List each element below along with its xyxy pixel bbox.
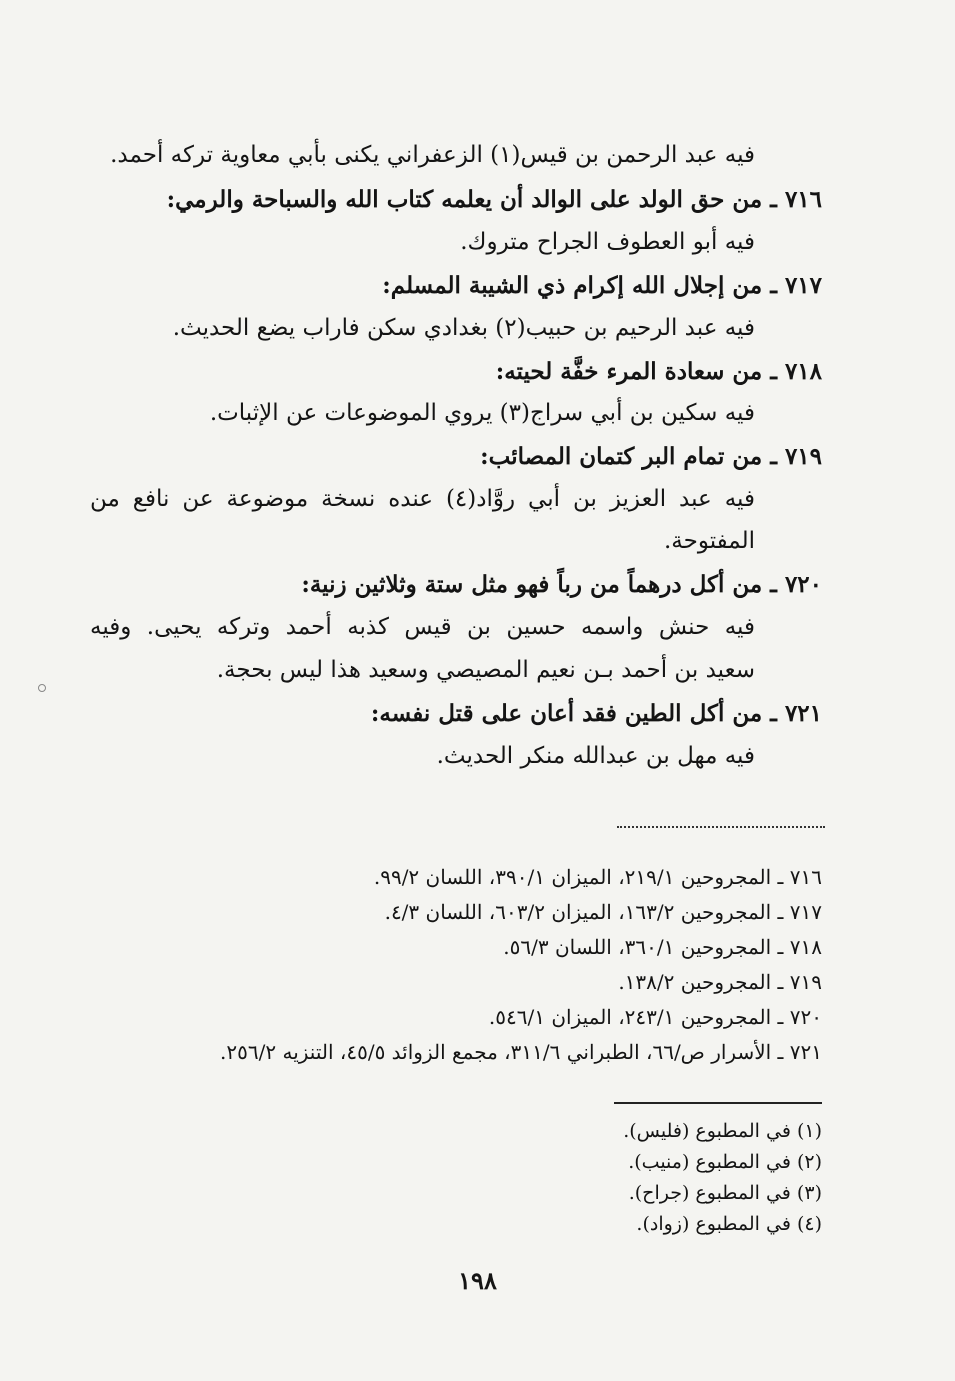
entry-717-heading: ٧١٧ ـ من إجلال الله إكرام ذي الشيبة المسلم: <box>382 272 822 299</box>
reference-716: ٧١٦ ـ المجروحين ٢١٩/١، الميزان ٣٩٠/١، اللسان ٩٩/٢. <box>373 865 822 889</box>
entry-718-body: فيه سكين بن أبي سراج(٣) يروي الموضوعات عن الإثبات. <box>209 400 755 426</box>
entry-721-heading: ٧٢١ ـ من أكل الطين فقد أعان على قتل نفسه: <box>370 700 822 727</box>
dotted-separator <box>617 826 825 834</box>
reference-718: ٧١٨ ـ المجروحين ٣٦٠/١، اللسان ٥٦/٣. <box>503 935 822 959</box>
reference-721: ٧٢١ ـ الأسرار ص/٦٦، الطبراني ٣١١/٦، مجمع الزوائد ٤٥/٥، التنزيه ٢٥٦/٢. <box>220 1040 822 1064</box>
entry-719-body-line-2: المفتوحة. <box>663 528 755 554</box>
entry-718-heading: ٧١٨ ـ من سعادة المرء خفَّة لحيته: <box>495 358 822 385</box>
scan-speck <box>38 684 46 692</box>
entry-721-body: فيه مهل بن عبدالله منكر الحديث. <box>436 743 755 769</box>
reference-719: ٧١٩ ـ المجروحين ١٣٨/٢. <box>618 970 822 994</box>
entry-719-body-line-1: فيه عبد العزيز بن أبي روَّاد(٤) عنده نسخة موضوعة عن نافع من <box>90 486 755 512</box>
reference-717: ٧١٧ ـ المجروحين ١٦٣/٢، الميزان ٦٠٣/٢، اللسان ٤/٣. <box>384 900 822 924</box>
entry-720-body-line-1: فيه حنش واسمه حسين بن قيس كذبه أحمد وتركه يحيى. وفيه <box>90 614 755 640</box>
entry-716-body: فيه أبو العطوف الجراح متروك. <box>460 229 755 255</box>
footnote-3: (٣) في المطبوع (جراح). <box>628 1182 822 1204</box>
entry-719-heading: ٧١٩ ـ من تمام البر كتمان المصائب: <box>480 443 822 470</box>
entry-717-body: فيه عبد الرحيم بن حبيب(٢) بغدادي سكن فاراب يضع الحديث. <box>172 315 755 341</box>
footnote-1: (١) في المطبوع (فليس). <box>623 1120 822 1142</box>
page-number: ١٩٨ <box>458 1266 497 1295</box>
entry-716-heading: ٧١٦ ـ من حق الولد على الوالد أن يعلمه كتاب الله والسباحة والرمي: <box>166 186 822 213</box>
entry-720-body-line-2: سعيد بن أحمد بـن نعيم المصيصي وسعيد هذا ليس بحجة. <box>216 657 755 683</box>
footnote-2: (٢) في المطبوع (منيب). <box>628 1151 822 1173</box>
entry-720-heading: ٧٢٠ ـ من أكل درهماً من رباً فهو مثل ستة وثلاثين زنية: <box>301 571 822 598</box>
entry-715-body: فيه عبد الرحمن بن قيس(١) الزعفراني يكنى بأبي معاوية تركه أحمد. <box>110 142 755 168</box>
footnote-rule <box>614 1102 822 1104</box>
reference-720: ٧٢٠ ـ المجروحين ٢٤٣/١، الميزان ٥٤٦/١. <box>488 1005 822 1029</box>
footnote-4: (٤) في المطبوع (زواد). <box>636 1213 822 1235</box>
